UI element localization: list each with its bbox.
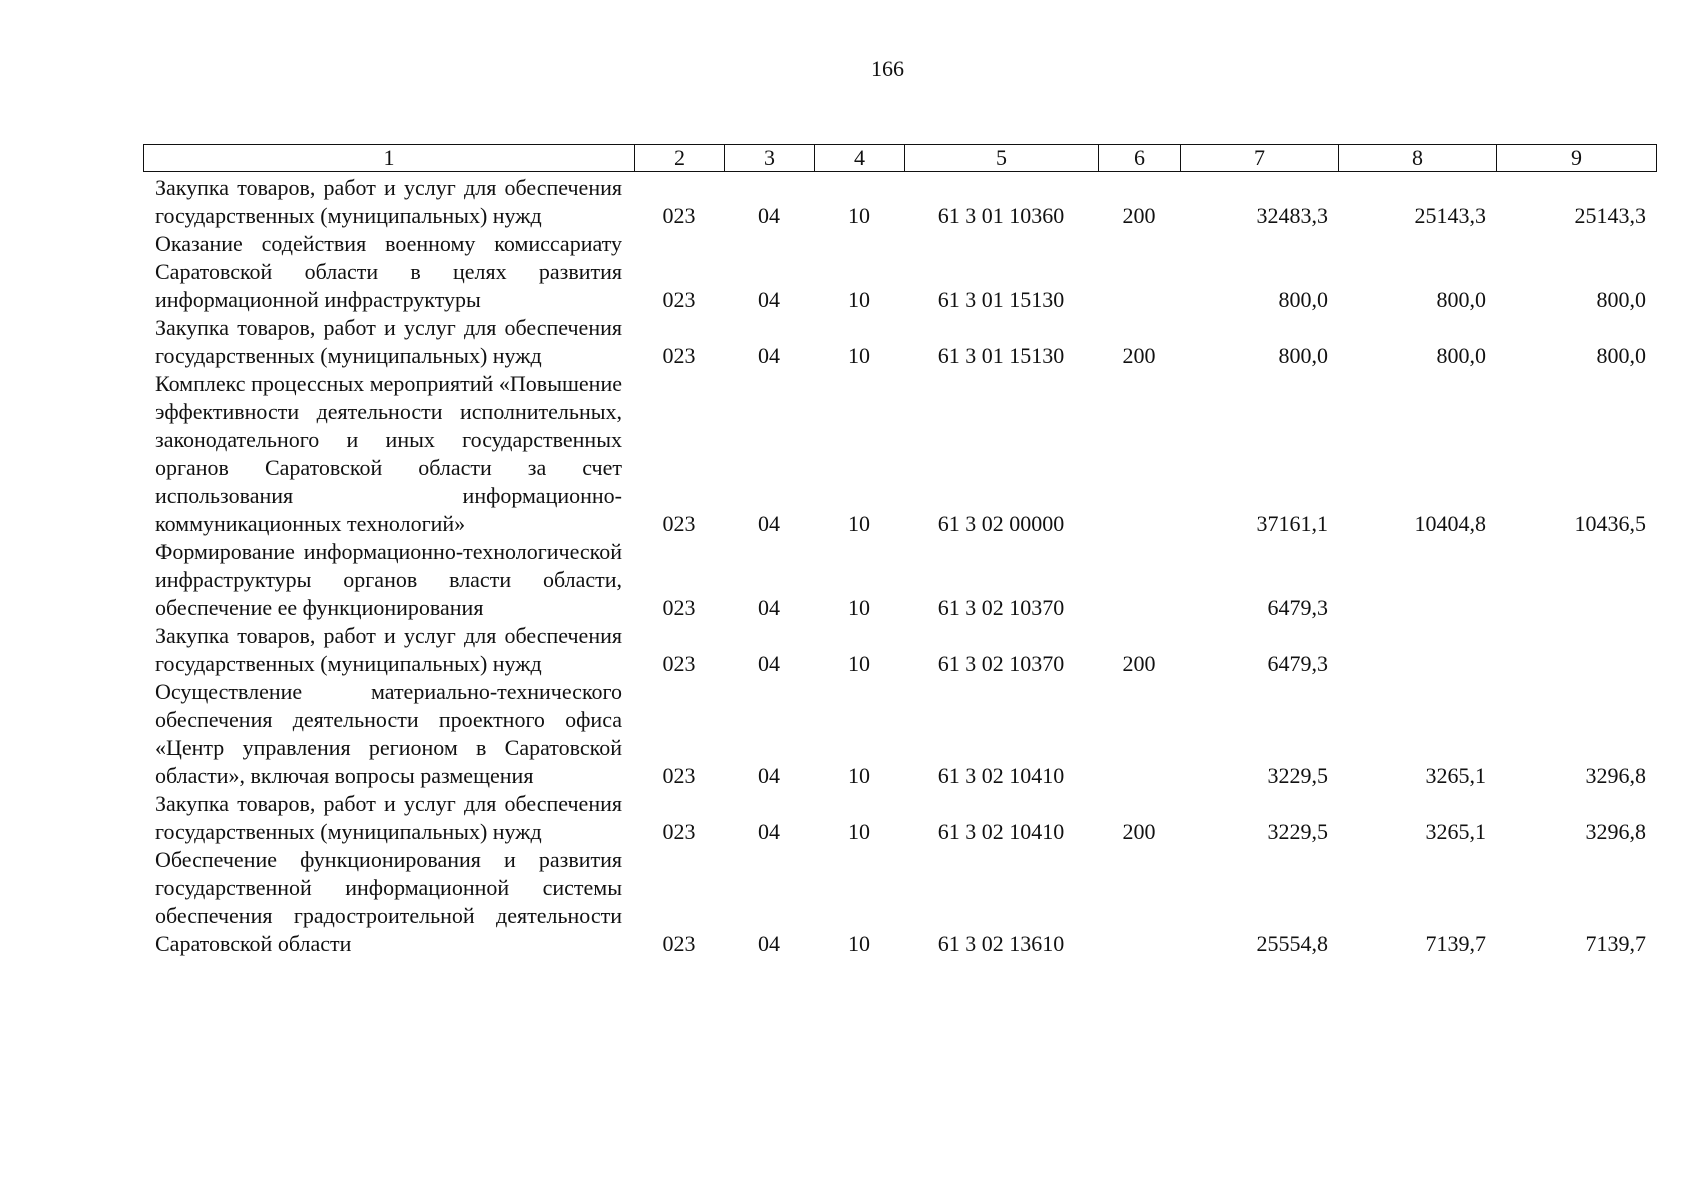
cell-col9: 10436,5 [1574, 511, 1646, 536]
table-row [143, 846, 1656, 958]
cell-col6 [1098, 846, 1180, 958]
table-row [143, 538, 1656, 622]
row-name: Закупка товаров, работ и услуг для обеспечения государственных (муниципальных) нужд [155, 623, 622, 676]
table-row [143, 678, 1656, 790]
column-header-5: 5 [905, 145, 1099, 172]
cell-col5: 61 3 02 10410 [937, 819, 1065, 844]
cell-col3: 04 [758, 819, 780, 844]
cell-col5: 61 3 02 10370 [937, 651, 1065, 676]
cell-col3: 04 [758, 287, 780, 312]
cell-col4: 10 [848, 819, 870, 844]
cell-col4: 10 [848, 511, 870, 536]
cell-col2: 023 [662, 203, 696, 228]
cell-col9: 3296,8 [1585, 819, 1646, 844]
cell-col2: 023 [662, 763, 696, 788]
cell-col3: 04 [758, 595, 780, 620]
cell-col4: 10 [848, 287, 870, 312]
cell-col5: 61 3 01 15130 [937, 287, 1065, 312]
cell-col8: 800,0 [1436, 343, 1486, 368]
cell-col6: 200 [1122, 651, 1156, 676]
cell-col9 [1496, 622, 1656, 678]
cell-col6 [1098, 370, 1180, 538]
cell-col5: 61 3 02 10370 [937, 595, 1065, 620]
column-header-9: 9 [1497, 145, 1657, 172]
row-name: Формирование информационно-технологической инфраструктуры органов власти области, обеспечение ее функционирования [155, 539, 622, 620]
cell-col7: 800,0 [1278, 343, 1328, 368]
cell-col6: 200 [1122, 203, 1156, 228]
cell-col8: 25143,3 [1414, 203, 1486, 228]
column-header-1: 1 [144, 145, 635, 172]
cell-col9: 800,0 [1596, 343, 1646, 368]
cell-col6 [1098, 230, 1180, 314]
cell-col7: 32483,3 [1256, 203, 1328, 228]
cell-col7: 3229,5 [1267, 819, 1328, 844]
cell-col5: 61 3 02 00000 [937, 511, 1065, 536]
cell-col5: 61 3 01 15130 [937, 343, 1065, 368]
cell-col7: 37161,1 [1256, 511, 1328, 536]
table-header [143, 144, 1657, 172]
column-header-2: 2 [635, 145, 725, 172]
cell-col4: 10 [848, 931, 870, 956]
cell-col7: 3229,5 [1267, 763, 1328, 788]
cell-col5: 61 3 01 10360 [937, 203, 1065, 228]
cell-col8: 7139,7 [1425, 931, 1486, 956]
table-row [143, 622, 1656, 678]
column-header-6: 6 [1099, 145, 1181, 172]
cell-col6: 200 [1122, 819, 1156, 844]
cell-col8: 800,0 [1436, 287, 1486, 312]
cell-col4: 10 [848, 651, 870, 676]
cell-col2: 023 [662, 931, 696, 956]
table-row [143, 790, 1656, 846]
cell-col7: 6479,3 [1267, 651, 1328, 676]
row-name: Закупка товаров, работ и услуг для обеспечения государственных (муниципальных) нужд [155, 791, 622, 844]
cell-col9: 800,0 [1596, 287, 1646, 312]
table-row [143, 370, 1656, 538]
budget-table [143, 174, 1656, 958]
column-header-7: 7 [1181, 145, 1339, 172]
cell-col5: 61 3 02 10410 [937, 763, 1065, 788]
cell-col3: 04 [758, 651, 780, 676]
row-name: Закупка товаров, работ и услуг для обеспечения государственных (муниципальных) нужд [155, 315, 622, 368]
cell-col8: 10404,8 [1414, 511, 1486, 536]
cell-col6: 200 [1122, 343, 1156, 368]
cell-col4: 10 [848, 343, 870, 368]
cell-col5: 61 3 02 13610 [937, 931, 1065, 956]
cell-col3: 04 [758, 931, 780, 956]
column-header-3: 3 [725, 145, 815, 172]
cell-col8: 3265,1 [1425, 763, 1486, 788]
cell-col7: 800,0 [1278, 287, 1328, 312]
cell-col9: 7139,7 [1585, 931, 1646, 956]
cell-col9: 3296,8 [1585, 763, 1646, 788]
cell-col3: 04 [758, 763, 780, 788]
cell-col7: 6479,3 [1267, 595, 1328, 620]
cell-col6 [1098, 538, 1180, 622]
cell-col4: 10 [848, 595, 870, 620]
cell-col2: 023 [662, 287, 696, 312]
row-name: Оказание содействия военному комиссариату Саратовской области в целях развития информационной инфраструктуры [155, 231, 622, 312]
cell-col8 [1338, 622, 1496, 678]
cell-col7: 25554,8 [1256, 931, 1328, 956]
cell-col3: 04 [758, 511, 780, 536]
cell-col8: 3265,1 [1425, 819, 1486, 844]
cell-col2: 023 [662, 819, 696, 844]
row-name: Осуществление материально-технического обеспечения деятельности проектного офиса «Центр управления регионом в Саратовской области», включая вопросы размещения [155, 679, 622, 788]
row-name: Закупка товаров, работ и услуг для обеспечения государственных (муниципальных) нужд [155, 175, 622, 228]
cell-col6 [1098, 678, 1180, 790]
table-row [143, 314, 1656, 370]
column-header-8: 8 [1339, 145, 1497, 172]
cell-col4: 10 [848, 203, 870, 228]
cell-col3: 04 [758, 203, 780, 228]
table-row [143, 174, 1656, 230]
cell-col2: 023 [662, 511, 696, 536]
cell-col2: 023 [662, 343, 696, 368]
cell-col2: 023 [662, 651, 696, 676]
table-row [143, 230, 1656, 314]
cell-col4: 10 [848, 763, 870, 788]
column-header-4: 4 [815, 145, 905, 172]
cell-col8 [1338, 538, 1496, 622]
cell-col9 [1496, 538, 1656, 622]
row-name: Обеспечение функционирования и развития государственной информационной системы обеспечения градостроительной деятельности Саратовской области [155, 847, 622, 956]
cell-col9: 25143,3 [1574, 203, 1646, 228]
cell-col2: 023 [662, 595, 696, 620]
row-name: Комплекс процессных мероприятий «Повышение эффективности деятельности исполнительных, законодательного и иных государственных органов Саратовской области за счет использования информационно-коммуникационных технологий» [155, 371, 622, 536]
cell-col3: 04 [758, 343, 780, 368]
page-number: 166 [871, 56, 904, 81]
